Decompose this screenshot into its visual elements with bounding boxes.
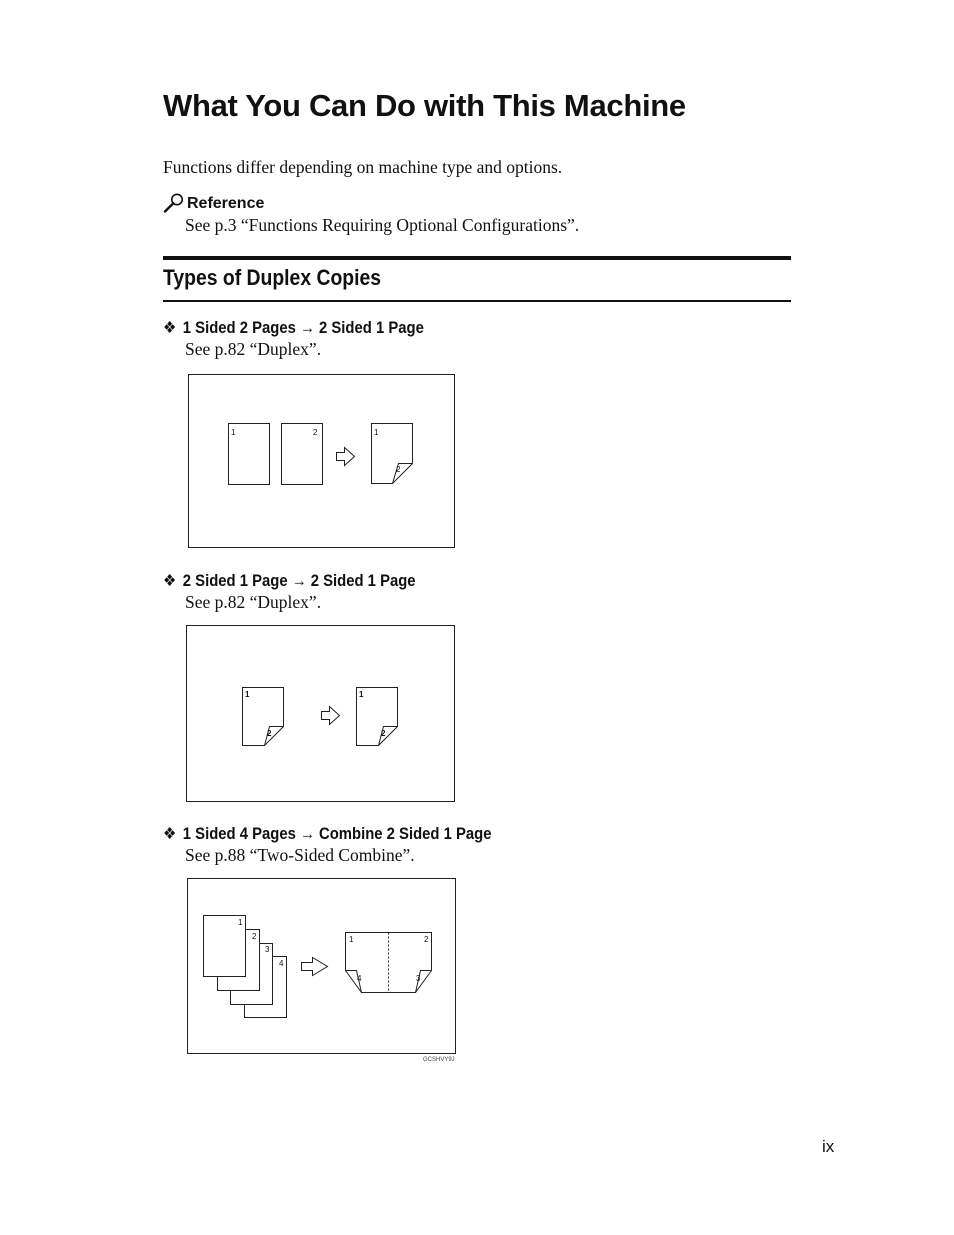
- page-number: ix: [822, 1137, 835, 1156]
- figure-code: GCSHVY9J: [423, 1057, 455, 1063]
- page-number-label: 2: [424, 935, 429, 944]
- reference-heading: [163, 190, 264, 214]
- figure-2sided-1page: [186, 625, 455, 802]
- diamond-bullet-icon: ❖: [163, 572, 177, 590]
- item-from: 1 Sided 2 Pages: [182, 319, 296, 337]
- diamond-bullet-icon: ❖: [163, 825, 177, 843]
- page-number-label: 2: [313, 428, 318, 437]
- intro-text: Functions differ depending on machine type and options.: [163, 157, 563, 177]
- section-title: Types of Duplex Copies: [163, 265, 382, 290]
- item-heading: [163, 824, 491, 844]
- page-number-label: 4: [279, 959, 284, 968]
- item-heading: [163, 571, 416, 591]
- page-number-label: 3: [265, 945, 270, 954]
- outline-arrow-right-icon: [302, 958, 328, 976]
- section-rule-bottom: [163, 300, 791, 302]
- reference-text: See p.3 “Functions Requiring Optional Configurations”.: [185, 215, 580, 235]
- item-to: 2 Sided 1 Page: [310, 572, 416, 590]
- page-number-label: 1: [374, 428, 379, 437]
- outline-arrow-right-icon: [337, 448, 355, 466]
- figure-combine-2sided: [187, 878, 456, 1054]
- page-number-label: 1: [359, 690, 364, 699]
- item-from: 2 Sided 1 Page: [182, 572, 288, 590]
- page-number-label: 2: [381, 729, 386, 738]
- figure-1sided-2pages: [188, 374, 455, 548]
- page-number-label: 3: [416, 974, 421, 983]
- right-arrow-icon: →: [300, 319, 315, 337]
- item-to: 2 Sided 1 Page: [319, 319, 424, 337]
- page-number-label: 1: [238, 918, 243, 927]
- item-from: 1 Sided 4 Pages: [182, 825, 296, 843]
- item-reference: See p.88 “Two-Sided Combine”.: [185, 845, 415, 865]
- page-number-label: 4: [357, 974, 362, 983]
- page-title: What You Can Do with This Machine: [163, 88, 686, 123]
- magnifier-icon: [163, 192, 185, 214]
- page-number-label: 2: [396, 465, 401, 474]
- page-number-label: 1: [349, 935, 354, 944]
- item-reference: See p.82 “Duplex”.: [185, 339, 322, 359]
- page-number-label: 2: [252, 932, 257, 941]
- reference-label: Reference: [187, 195, 265, 212]
- right-arrow-icon: →: [300, 825, 315, 843]
- item-to: Combine 2 Sided 1 Page: [319, 825, 492, 843]
- page-number-label: 1: [231, 428, 236, 437]
- page-number-label: 1: [245, 690, 250, 699]
- right-arrow-icon: →: [291, 572, 307, 590]
- section-rule-top: [163, 256, 791, 260]
- page-number-label: 2: [267, 729, 272, 738]
- outline-arrow-right-icon: [322, 707, 340, 725]
- item-reference: See p.82 “Duplex”.: [185, 592, 322, 612]
- item-heading: [163, 318, 424, 338]
- diamond-bullet-icon: ❖: [163, 319, 177, 337]
